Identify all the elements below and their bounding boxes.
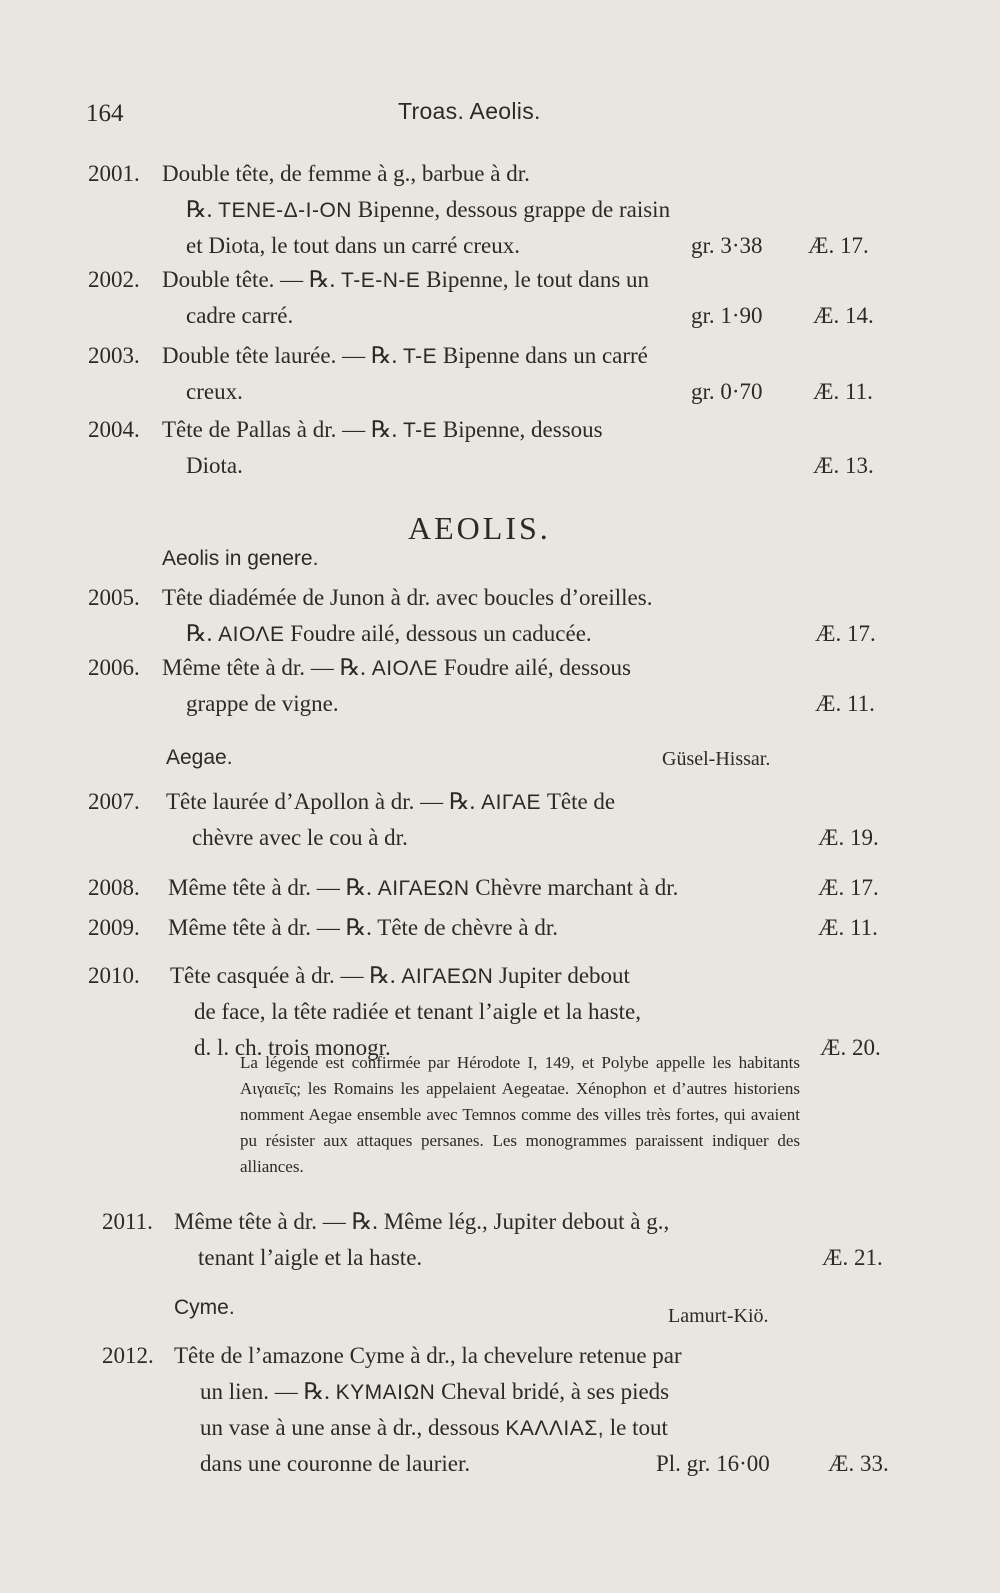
legend: T-E-N-E [341, 269, 421, 292]
entry-2001 [88, 156, 908, 264]
entry-2008: 2008. Même tête à dr. — ℞. ΑΙΓΑΕΩΝ Chèvre marchant à dr. Æ. 17. [88, 870, 908, 906]
reverse-symbol: ℞. [345, 915, 372, 940]
entry-number: 2010. [88, 963, 140, 988]
reverse-symbol: ℞. [351, 1209, 378, 1234]
entry-number: 2011. [102, 1209, 153, 1234]
metal-size: Æ. 17. [818, 875, 879, 900]
entry-number: 2007. [88, 789, 140, 814]
metal-size: Æ. 14. [813, 303, 874, 328]
section-title: AEOLIS. [408, 510, 551, 546]
entry-number: 2004. [88, 417, 140, 442]
entry-2012: 2012. Tête de l’amazone Cyme à dr., la chevelure retenue par un lien. — ℞. ΚΥΜΑΙΩΝ Cheval bridé, à ses pieds un vase à une anse à dr., dessous ΚΑΛΛΙΑΣ, le tout dans une couronne de laurier. Pl. gr. 16·00 Æ. 33. [88, 1338, 908, 1482]
reverse-symbol: ℞. [186, 621, 213, 646]
entry-text: tenant l’aigle et la haste. [198, 1245, 423, 1270]
running-head: Troas. Aeolis. [398, 98, 541, 124]
entry-2011: 2011. Même tête à dr. — ℞. Même lég., Jupiter debout à g., tenant l’aigle et la haste. Æ. 21. [88, 1204, 908, 1276]
metal-size: Æ. 20. [820, 1035, 881, 1060]
entry-number: 2006. [88, 655, 140, 680]
entry-2006: 2006. Même tête à dr. — ℞. ΑΙΟΛΕ Foudre ailé, dessous grappe de vigne. Æ. 11. [88, 650, 908, 722]
metal-size: Æ. 11. [818, 915, 878, 940]
reverse-symbol: ℞. [186, 197, 213, 222]
legend: ΑΙΟΛΕ [218, 623, 285, 646]
entry-text: creux. [186, 379, 243, 404]
legend: ΑΙΓΑΕ [481, 791, 542, 814]
metal-size: Æ. 33. [828, 1451, 889, 1476]
subsection-title: Cyme. [174, 1296, 235, 1319]
entry-reverse: Bipenne, dessous grappe de raisin [357, 197, 671, 222]
legend: ΑΙΟΛΕ [371, 657, 439, 680]
metal-size: Æ. 13. [813, 453, 874, 478]
entry-text: chèvre avec le cou à dr. [192, 825, 408, 850]
entry-text: grappe de vigne. [186, 691, 339, 716]
metal-size: Æ. 11. [815, 691, 875, 716]
metal-size: Æ. 11. [813, 379, 873, 404]
metal-size: Æ. 17. [808, 233, 869, 258]
reverse-symbol: ℞. [370, 417, 398, 442]
metal-size: Æ. 21. [822, 1245, 883, 1270]
entry-text: de face, la tête radiée et tenant l’aigle et la haste, [194, 999, 641, 1024]
weight: gr. 1·90 [691, 303, 763, 328]
legend: ΑΙΓΑΕΩΝ [377, 877, 470, 900]
subsection-title: Aegae. [166, 746, 233, 769]
reverse-symbol: ℞. [339, 655, 366, 680]
weight: gr. 0·70 [691, 379, 763, 404]
reverse-symbol: ℞. [369, 963, 396, 988]
entry-number: 2005. [88, 585, 140, 610]
entry-obverse: Double tête, de femme à g., barbue à dr. [162, 161, 530, 186]
legend: T-E [402, 345, 438, 368]
entry-number: 2001. [88, 161, 140, 186]
page-number: 164 [86, 100, 124, 127]
entry-number: 2003. [88, 343, 140, 368]
entry-2002: 2002. Double tête. — ℞. T-E-N-E Bipenne, le tout dans un cadre carré. gr. 1·90 Æ. 14. [88, 262, 908, 334]
legend: T-E [402, 419, 438, 442]
reverse-symbol: ℞. [308, 267, 336, 292]
metal-size: Æ. 17. [815, 621, 876, 646]
entry-text: d. l. ch. trois monogr. [194, 1035, 391, 1060]
entry-text: Diota. [186, 453, 243, 478]
subsection-title: Aeolis in genere. [162, 547, 319, 570]
entry-2004: 2004. Tête de Pallas à dr. — ℞. T-E Bipenne, dessous Diota. Æ. 13. [88, 412, 908, 484]
findspot: Lamurt-Kiö. [668, 1305, 769, 1327]
legend: ΚΥΜΑΙΩΝ [335, 1381, 436, 1404]
entry-text: et Diota, le tout dans un carré creux. [186, 233, 521, 258]
entry-obverse: Tête diadémée de Junon à dr. avec boucles d’oreilles. [162, 585, 653, 610]
reverse-symbol: ℞. [345, 875, 372, 900]
entry-text: dans une couronne de laurier. [200, 1451, 471, 1476]
legend: TENE-Δ-I-ON [218, 199, 352, 222]
legend: ΚΑΛΛΙΑΣ, [505, 1417, 605, 1440]
reverse-symbol: ℞. [370, 343, 398, 368]
entry-2005: 2005. Tête diadémée de Junon à dr. avec boucles d’oreilles. ℞. ΑΙΟΛΕ Foudre ailé, dessous un caducée. Æ. 17. [88, 580, 908, 652]
entry-obverse: Tête de l’amazone Cyme à dr., la chevelure retenue par [174, 1343, 682, 1368]
entry-2007: 2007. Tête laurée d’Apollon à dr. — ℞. ΑΙΓΑΕ Tête de chèvre avec le cou à dr. Æ. 19. [88, 784, 908, 856]
entry-number: 2008. [88, 875, 140, 900]
weight: Pl. gr. 16·00 [656, 1451, 770, 1476]
entry-number: 2012. [102, 1343, 154, 1368]
reverse-symbol: ℞. [448, 789, 476, 814]
weight: gr. 3·38 [691, 233, 763, 258]
legend: ΑΙΓΑΕΩΝ [401, 965, 494, 988]
metal-size: Æ. 19. [818, 825, 879, 850]
entry-text: cadre carré. [186, 303, 294, 328]
entry-2003: 2003. Double tête laurée. — ℞. T-E Bipenne dans un carré creux. gr. 0·70 Æ. 11. [88, 338, 908, 410]
findspot: Güsel-Hissar. [662, 748, 771, 770]
reverse-symbol: ℞. [303, 1379, 330, 1404]
entry-number: 2009. [88, 915, 140, 940]
entry-number: 2002. [88, 267, 140, 292]
commentary-note: La légende est confirmée par Hérodote I, 149, et Polybe appelle les habitants Αιγαιεῖς; les Romains les appelaient Aegeatae. Xénophon et d’autres historiens nomment Aegae ensemble avec Temnos comme des villes très fortes, qui avaient pu résister aux attaques persanes. Les monogrammes paraissent indiquer des alliances. [240, 1053, 800, 1176]
entry-2009: 2009. Même tête à dr. — ℞. Tête de chèvre à dr. Æ. 11. [88, 910, 908, 946]
entry-2010: 2010. Tête casquée à dr. — ℞. ΑΙΓΑΕΩΝ Jupiter debout de face, la tête radiée et tenant l’aigle et la haste, d. l. ch. trois monogr. Æ. 20. [88, 958, 908, 1066]
